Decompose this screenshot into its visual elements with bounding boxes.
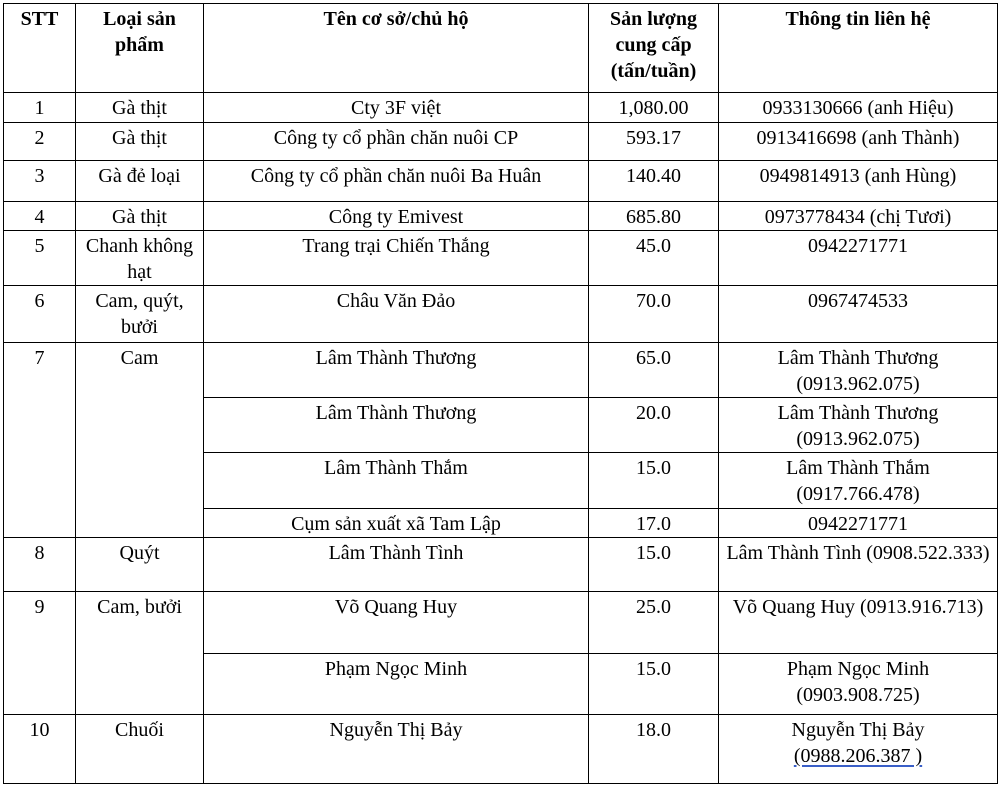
cell-product: Gà thịt [76,123,204,161]
cell-product: Cam, quýt, bưởi [76,286,204,343]
cell-name: Cụm sản xuất xã Tam Lập [204,508,589,537]
cell-stt: 5 [4,231,76,286]
cell-product: Chuối [76,714,204,783]
cell-stt: 1 [4,93,76,123]
cell-contact: 0942271771 [719,508,998,537]
header-row [4,4,998,93]
header-product: Loại sản phẩm [76,4,204,93]
contact-phone-link[interactable]: (0988.206.387 ) [793,744,923,767]
table-row [4,123,998,161]
header-stt: STT [4,4,76,93]
cell-stt: 6 [4,286,76,343]
table-row [4,231,998,286]
cell-contact: Lâm Thành Thắm (0917.766.478) [719,453,998,508]
cell-contact: Lâm Thành Thương (0913.962.075) [719,398,998,453]
cell-output: 45.0 [589,231,719,286]
cell-name: Lâm Thành Thương [204,343,589,398]
header-output: Sản lượng cung cấp (tấn/tuần) [589,4,719,93]
table-row [4,591,998,653]
table-row [4,537,998,591]
cell-stt: 8 [4,537,76,591]
cell-contact: 0967474533 [719,286,998,343]
cell-output: 25.0 [589,591,719,653]
cell-output: 593.17 [589,123,719,161]
cell-contact: 0913416698 (anh Thành) [719,123,998,161]
cell-name: Châu Văn Đảo [204,286,589,343]
cell-name: Phạm Ngọc Minh [204,653,589,714]
cell-name: Lâm Thành Tình [204,537,589,591]
cell-output: 140.40 [589,161,719,202]
cell-name: Lâm Thành Thắm [204,453,589,508]
cell-stt: 10 [4,714,76,783]
cell-name: Công ty cổ phần chăn nuôi CP [204,123,589,161]
supplier-table [3,3,998,784]
cell-stt: 3 [4,161,76,202]
header-contact: Thông tin liên hệ [719,4,998,93]
cell-output: 15.0 [589,537,719,591]
cell-output: 685.80 [589,202,719,231]
cell-contact [719,714,998,783]
cell-output: 70.0 [589,286,719,343]
cell-name: Công ty cổ phần chăn nuôi Ba Huân [204,161,589,202]
table-row [4,161,998,202]
cell-name: Nguyễn Thị Bảy [204,714,589,783]
cell-contact: Phạm Ngọc Minh (0903.908.725) [719,653,998,714]
cell-contact: 0933130666 (anh Hiệu) [719,93,998,123]
table-row [4,93,998,123]
cell-stt: 4 [4,202,76,231]
cell-product: Cam, bưởi [76,591,204,714]
cell-name: Cty 3F việt [204,93,589,123]
cell-name: Lâm Thành Thương [204,398,589,453]
cell-output: 15.0 [589,453,719,508]
cell-contact: Lâm Thành Tình (0908.522.333) [719,537,998,591]
table-row [4,343,998,398]
cell-contact: Võ Quang Huy (0913.916.713) [719,591,998,653]
cell-product: Quýt [76,537,204,591]
cell-output: 20.0 [589,398,719,453]
table-row [4,286,998,343]
cell-output: 15.0 [589,653,719,714]
cell-output: 18.0 [589,714,719,783]
cell-output: 17.0 [589,508,719,537]
table-row [4,202,998,231]
cell-stt: 2 [4,123,76,161]
cell-product: Gà thịt [76,202,204,231]
cell-contact: 0942271771 [719,231,998,286]
cell-stt: 9 [4,591,76,714]
cell-output: 65.0 [589,343,719,398]
cell-product: Cam [76,343,204,537]
cell-contact: Lâm Thành Thương (0913.962.075) [719,343,998,398]
cell-name: Công ty Emivest [204,202,589,231]
cell-contact: 0973778434 (chị Tươi) [719,202,998,231]
cell-product: Gà thịt [76,93,204,123]
cell-stt: 7 [4,343,76,537]
cell-name: Võ Quang Huy [204,591,589,653]
cell-product: Gà đẻ loại [76,161,204,202]
cell-contact: 0949814913 (anh Hùng) [719,161,998,202]
header-name: Tên cơ sở/chủ hộ [204,4,589,93]
cell-output: 1,080.00 [589,93,719,123]
cell-name: Trang trại Chiến Thắng [204,231,589,286]
table-row [4,714,998,783]
cell-product: Chanh không hạt [76,231,204,286]
contact-name: Nguyễn Thị Bảy [791,718,925,741]
